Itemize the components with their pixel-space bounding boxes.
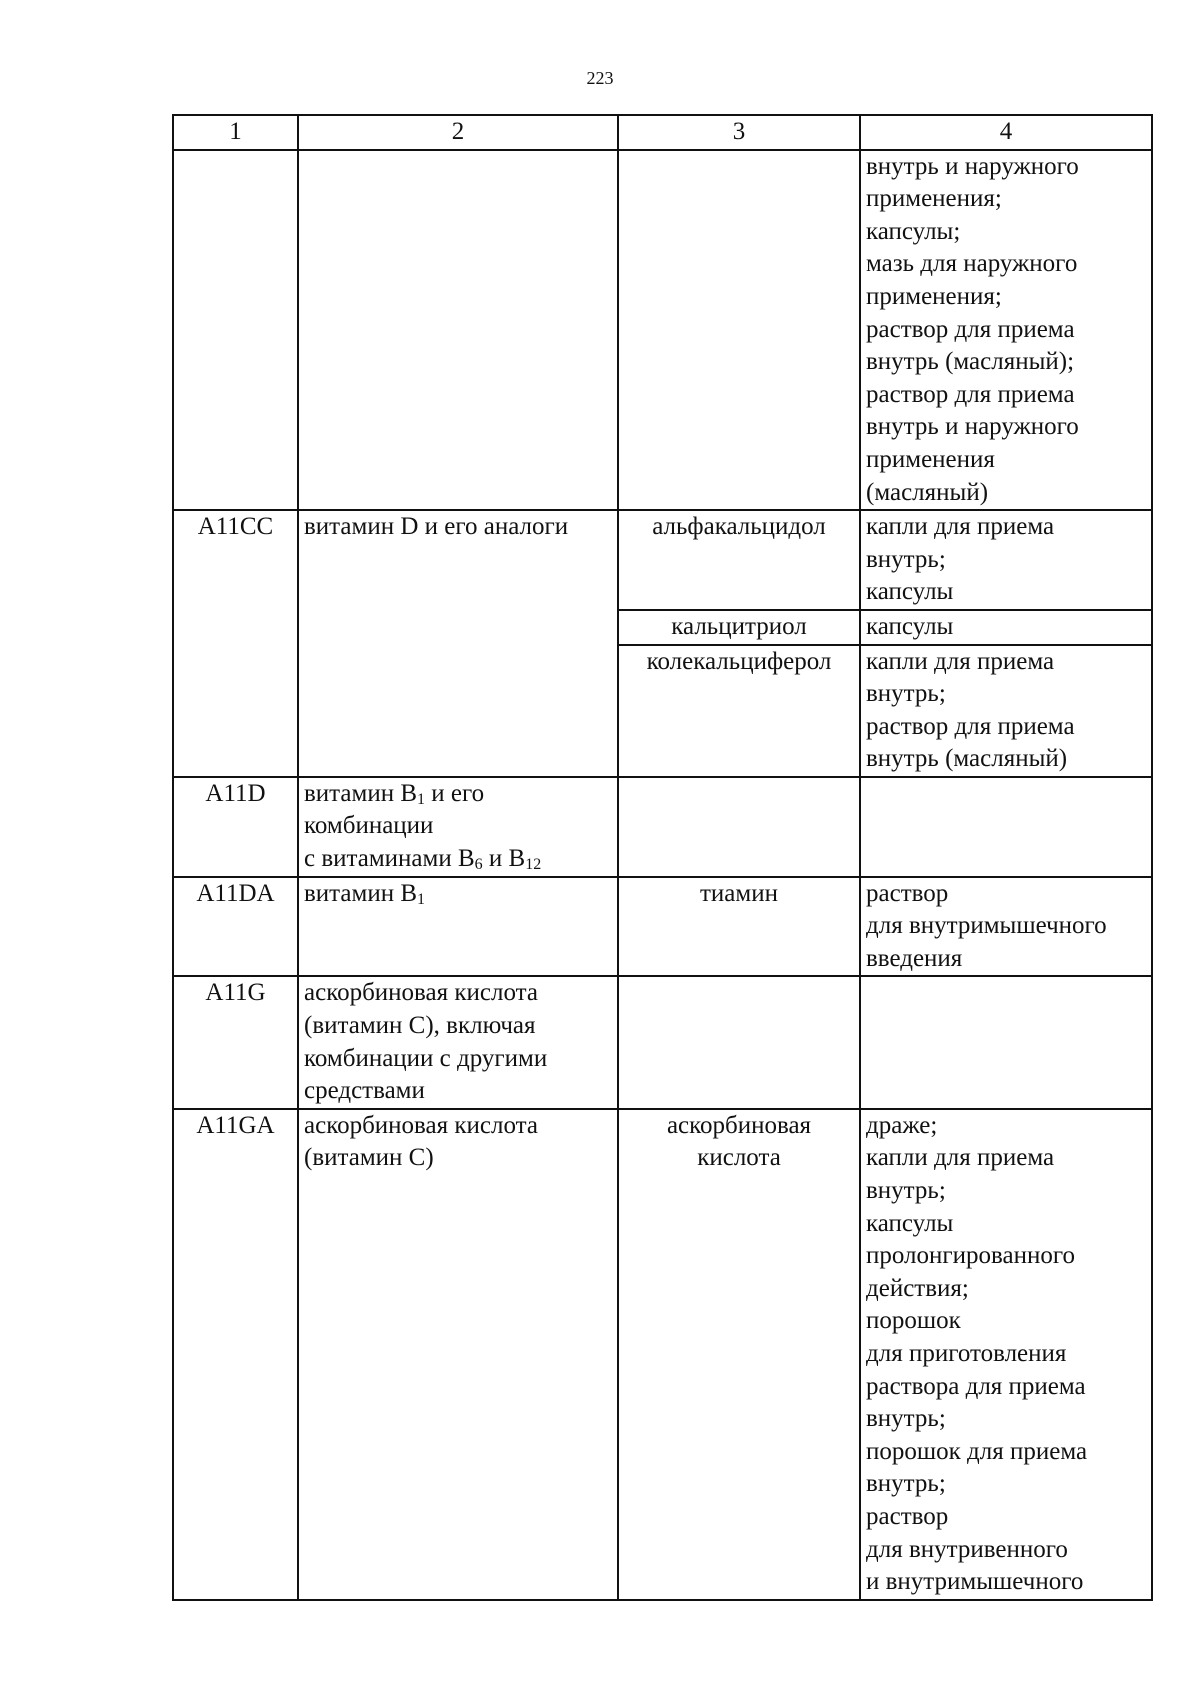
form-line: и внутримышечного	[866, 1568, 1084, 1596]
form-line: раствора для приема	[866, 1372, 1086, 1400]
drug-cell: тиамин	[618, 877, 860, 977]
form-line: пролонгированного	[866, 1242, 1075, 1270]
forms-cell	[860, 1109, 1152, 1600]
form-line: капли для приема	[866, 513, 1055, 541]
group-line: комбинации	[304, 812, 434, 840]
drug-cell: кальцитриол	[618, 610, 860, 645]
form-line: порошок	[866, 1307, 961, 1335]
table-row-a11g	[173, 976, 1152, 1108]
form-line: раствор для приема	[866, 380, 1075, 408]
form-line: для приготовления	[866, 1339, 1067, 1367]
header-col-1: 1	[173, 115, 298, 150]
group-line	[304, 878, 612, 911]
group-text: и B	[482, 845, 526, 873]
code-cell: A11D	[173, 777, 298, 877]
group-cell	[298, 150, 618, 511]
form-line: внутрь;	[866, 1405, 946, 1433]
group-line: аскорбиновая кислота	[304, 979, 538, 1007]
drug-cell	[618, 1109, 860, 1600]
form-line: внутрь (масляный)	[866, 745, 1068, 773]
form-line: раствор для приема	[866, 315, 1075, 343]
table-row-a11ga	[173, 1109, 1152, 1600]
group-text: витамин B	[304, 779, 418, 807]
table-row-continuation	[173, 150, 1152, 511]
form-line: для внутривенного	[866, 1535, 1068, 1563]
group-text: с витаминами B	[304, 845, 475, 873]
code-cell: A11CC	[173, 510, 298, 777]
group-line: (витамин C)	[304, 1144, 434, 1172]
group-cell	[298, 877, 618, 977]
header-col-4: 4	[860, 115, 1152, 150]
group-line	[304, 778, 612, 811]
group-cell	[298, 976, 618, 1108]
header-col-3: 3	[618, 115, 860, 150]
form-line: раствор	[866, 1502, 949, 1530]
form-line: мазь для наружного	[866, 250, 1078, 278]
subscript: 12	[525, 856, 542, 874]
drug-cell	[618, 777, 860, 877]
forms-cell	[860, 976, 1152, 1108]
form-line: драже;	[866, 1111, 938, 1139]
table-row-a11da	[173, 877, 1152, 977]
group-text: и его	[425, 779, 485, 807]
header-col-2: 2	[298, 115, 618, 150]
form-line: раствор	[866, 879, 949, 907]
group-line: аскорбиновая кислота	[304, 1111, 538, 1139]
form-line: введения	[866, 944, 963, 972]
form-line: внутрь;	[866, 545, 946, 573]
form-line: раствор для приема	[866, 712, 1075, 740]
form-line: для внутримышечного	[866, 912, 1107, 940]
group-line: (витамин C), включая	[304, 1012, 536, 1040]
page-number: 223	[586, 68, 614, 88]
form-line: капли для приема	[866, 1144, 1055, 1172]
forms-cell	[860, 645, 1152, 777]
forms-cell	[860, 777, 1152, 877]
forms-cell	[860, 877, 1152, 977]
code-cell: A11G	[173, 976, 298, 1108]
forms-cell	[860, 510, 1152, 610]
code-cell	[173, 150, 298, 511]
form-line: порошок для приема	[866, 1437, 1088, 1465]
forms-cell	[860, 610, 1152, 645]
forms-cell	[860, 150, 1152, 511]
drug-line: аскорбиновая	[666, 1111, 812, 1139]
drug-cell	[618, 150, 860, 511]
form-line: капсулы	[866, 1209, 954, 1237]
form-line: применения;	[866, 282, 1002, 310]
drug-cell: колекальциферол	[618, 645, 860, 777]
group-cell	[298, 1109, 618, 1600]
table-row-a11cc	[173, 510, 1152, 610]
group-line: средствами	[304, 1077, 425, 1105]
subscript: 1	[417, 790, 426, 808]
drug-line: кислота	[697, 1144, 781, 1172]
group-cell	[298, 777, 618, 877]
drug-table	[172, 114, 1153, 1601]
form-line: капсулы	[866, 578, 954, 606]
group-line	[304, 843, 612, 876]
group-cell: витамин D и его аналоги	[298, 510, 618, 777]
code-cell: A11DA	[173, 877, 298, 977]
form-line: внутрь и наружного	[866, 413, 1079, 441]
form-line: внутрь;	[866, 1470, 946, 1498]
subscript: 1	[417, 890, 426, 908]
form-line: внутрь (масляный);	[866, 348, 1075, 376]
form-line: внутрь и наружного	[866, 152, 1079, 180]
form-line: (масляный)	[866, 478, 989, 506]
drug-cell: альфакальцидол	[618, 510, 860, 610]
header-row	[173, 115, 1152, 150]
table-row-a11d	[173, 777, 1152, 877]
group-text: витамин B	[304, 879, 418, 907]
form-line: капсулы;	[866, 217, 961, 245]
group-line: комбинации с другими	[304, 1044, 548, 1072]
code-cell: A11GA	[173, 1109, 298, 1600]
form-line: капсулы	[866, 612, 954, 640]
form-line: действия;	[866, 1274, 969, 1302]
drug-cell	[618, 976, 860, 1108]
subscript: 6	[474, 856, 483, 874]
form-line: применения	[866, 445, 995, 473]
form-line: внутрь;	[866, 680, 946, 708]
form-line: капли для приема	[866, 647, 1055, 675]
form-line: внутрь;	[866, 1177, 946, 1204]
form-line: применения;	[866, 185, 1002, 213]
